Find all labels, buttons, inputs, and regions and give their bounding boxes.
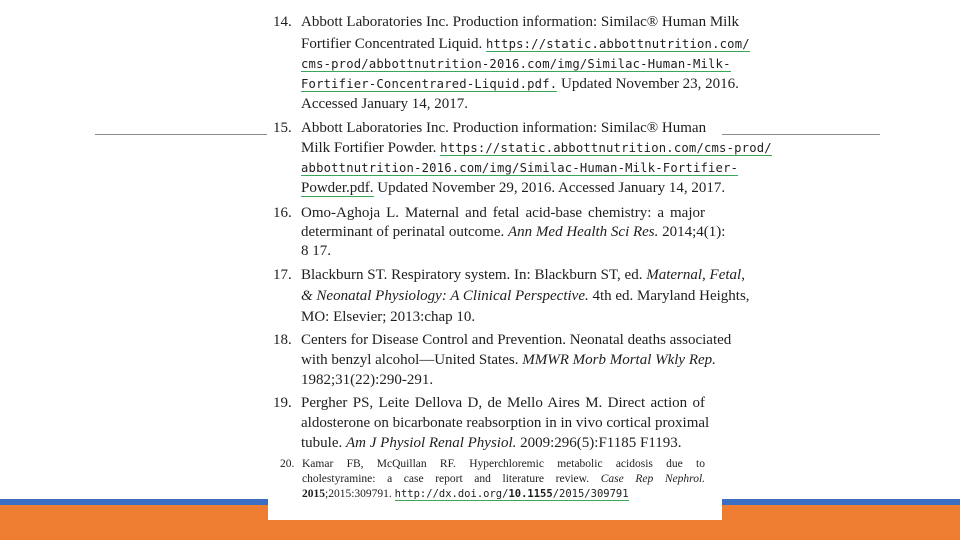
reference-line: Abbott Laboratories Inc. Production information: Similac® Human xyxy=(301,120,707,136)
reference-line: Kamar FB, McQuillan RF. Hyperchloremic metabolic acidosis due to xyxy=(302,458,705,470)
reference-line: 2015;2015:309791. http://dx.doi.org/10.1155/2015/309791 xyxy=(302,488,629,500)
reference-link[interactable]: https://static.abbottnutrition.com/cms-prod/ xyxy=(440,141,772,155)
reference-line: Omo-Aghoja L. Maternal and fetal acid-base chemistry: a major xyxy=(301,205,705,221)
reference-line: Abbott Laboratories Inc. Production information: Similac® Human Milk xyxy=(301,14,739,30)
reference-line: Blackburn ST. Respiratory system. In: Blackburn ST, ed. Maternal, Fetal, xyxy=(301,267,745,283)
reference-line: 8 17. xyxy=(301,243,331,259)
reference-link[interactable]: Fortifier-Concentrared-Liquid.pdf. xyxy=(301,77,558,91)
reference-line xyxy=(301,54,731,74)
reference-line: Fortifier-Concentrared-Liquid.pdf. Updated November 23, 2016. xyxy=(301,76,739,92)
reference-link[interactable]: cms-prod/abbottnutrition-2016.com/img/Similac-Human-Milk- xyxy=(301,57,731,71)
reference-number: 14. xyxy=(273,14,292,30)
divider-left xyxy=(95,134,267,135)
reference-line: Powder.pdf. Updated November 29, 2016. Accessed January 14, 2017. xyxy=(301,180,726,196)
reference-line: Fortifier Concentrated Liquid. https://static.abbottnutrition.com/ xyxy=(301,36,750,52)
reference-list-image xyxy=(268,0,772,520)
reference-link[interactable]: https://static.abbottnutrition.com/ xyxy=(485,37,750,51)
reference-line: determinant of perinatal outcome. Ann Med Health Sci Res. 2014;4(1): xyxy=(301,224,726,240)
reference-number: 18. xyxy=(273,332,292,348)
reference-number: 17. xyxy=(273,267,292,283)
reference-link[interactable]: abbottnutrition-2016.com/img/Similac-Human-Milk-Fortifier- xyxy=(301,161,739,175)
reference-line: aldosterone on bicarbonate reabsorption in in vivo cortical proximal xyxy=(301,415,710,431)
reference-line: Milk Fortifier Powder. https://static.abbottnutrition.com/cms-prod/ xyxy=(301,140,772,156)
reference-line: with benzyl alcohol—United States. MMWR Morb Mortal Wkly Rep. xyxy=(301,352,716,368)
reference-line: tubule. Am J Physiol Renal Physiol. 2009:296(5):F1185 F1193. xyxy=(301,435,682,451)
reference-line: MO: Elsevier; 2013:chap 10. xyxy=(301,309,476,325)
reference-number: 15. xyxy=(273,120,292,136)
reference-number: 19. xyxy=(273,395,292,411)
reference-link[interactable]: http://dx.doi.org/10.1155/2015/309791 xyxy=(394,488,629,500)
reference-line: Pergher PS, Leite Dellova D, de Mello Aires M. Direct action of xyxy=(301,395,705,411)
reference-number: 16. xyxy=(273,205,292,221)
reference-line: Accessed January 14, 2017. xyxy=(301,96,469,112)
reference-line: Centers for Disease Control and Prevention. Neonatal deaths associated xyxy=(301,332,732,348)
reference-line xyxy=(301,158,739,178)
reference-line: & Neonatal Physiology: A Clinical Perspective. 4th ed. Maryland Heights, xyxy=(301,288,750,304)
reference-line: cholestyramine: a case report and literature review. Case Rep Nephrol. xyxy=(302,473,706,485)
reference-link[interactable]: Powder.pdf. xyxy=(301,180,374,196)
reference-number: 20. xyxy=(280,458,295,470)
reference-line: 1982;31(22):290-291. xyxy=(301,372,434,388)
divider-right xyxy=(722,134,880,135)
